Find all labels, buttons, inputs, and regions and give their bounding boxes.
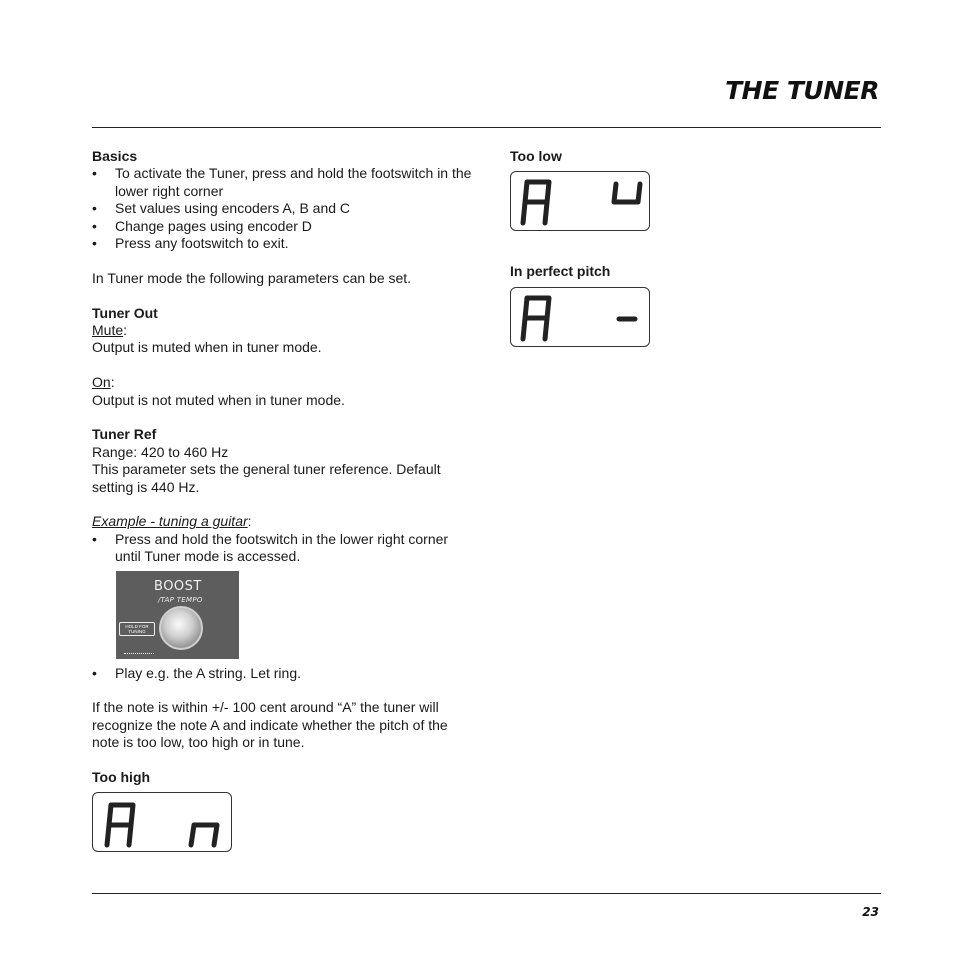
on-line: On:: [92, 374, 115, 391]
list-item: • Play e.g. the A string. Let ring.: [92, 665, 472, 682]
left-column: [92, 148, 472, 852]
page-title: THE TUNER: [725, 76, 879, 105]
tuner-out-heading: Tuner Out: [92, 304, 158, 321]
lcd-perfect-glyphs: [511, 288, 651, 348]
list-item: • To activate the Tuner, press and hold the footswitch in the lower right corner: [92, 165, 472, 200]
example-label: Example - tuning a guitar: [92, 513, 248, 530]
too-high-heading: Too high: [92, 769, 151, 786]
basics-heading: Basics: [92, 148, 138, 164]
basics-list: [92, 165, 472, 252]
intro-text: In Tuner mode the following parameters can be set.: [92, 269, 412, 286]
on-label: On: [92, 374, 111, 391]
footswitch-knob: [159, 606, 203, 650]
example-list-1: [92, 531, 472, 566]
pedal-image: [116, 571, 239, 659]
lcd-indicator-glyph: [614, 184, 640, 202]
right-column: [510, 148, 710, 347]
on-description: Output is not muted when in tuner mode.: [92, 391, 345, 408]
list-item: • Press and hold the footswitch in the lower right corner until Tuner mode is accessed.: [92, 531, 472, 566]
lcd-too-high-glyphs: [93, 793, 233, 853]
lcd-perfect: [510, 287, 650, 347]
example-list-2: [92, 665, 472, 682]
lcd-note-glyph: [107, 805, 133, 845]
footer-rule: [92, 893, 881, 894]
mute-line: Mute:: [92, 322, 128, 339]
hold-for-tuning-label: [119, 622, 155, 636]
mute-label: Mute: [92, 322, 124, 339]
recognize-text: If the note is within +/- 100 cent around “A” the tuner will recognize the note A and indicate whether the pitch of the note is too low, too high or in tune.: [92, 699, 448, 751]
lcd-too-high: [92, 792, 232, 852]
example-line: Example - tuning a guitar:: [92, 513, 252, 530]
tag-line-2: TUNING: [128, 629, 146, 635]
pedal-sub: /TAP TEMPO: [158, 595, 203, 604]
mute-description: Output is muted when in tuner mode.: [92, 339, 322, 356]
range-text: Range: 420 to 460 Hz: [92, 443, 229, 460]
pedal-edge: [124, 653, 154, 659]
tag-line-1: HOLD FOR: [125, 623, 149, 629]
lcd-note-glyph: [523, 298, 549, 339]
page-number: 23: [862, 905, 879, 919]
pedal-brand: BOOST: [154, 578, 202, 594]
too-low-heading: Too low: [510, 148, 562, 164]
list-item: • Set values using encoders A, B and C: [92, 200, 472, 217]
list-item: • Press any footswitch to exit.: [92, 235, 472, 252]
header-rule: [92, 127, 881, 128]
perfect-heading: In perfect pitch: [510, 263, 611, 280]
list-item: • Change pages using encoder D: [92, 218, 472, 235]
lcd-indicator-glyph: [191, 825, 217, 845]
lcd-note-glyph: [523, 182, 549, 223]
tuner-ref-heading: Tuner Ref: [92, 426, 157, 443]
lcd-too-low-glyphs: [511, 172, 651, 232]
lcd-too-low: [510, 171, 650, 231]
ref-description: This parameter sets the general tuner reference. Default setting is 440 Hz.: [92, 461, 441, 495]
